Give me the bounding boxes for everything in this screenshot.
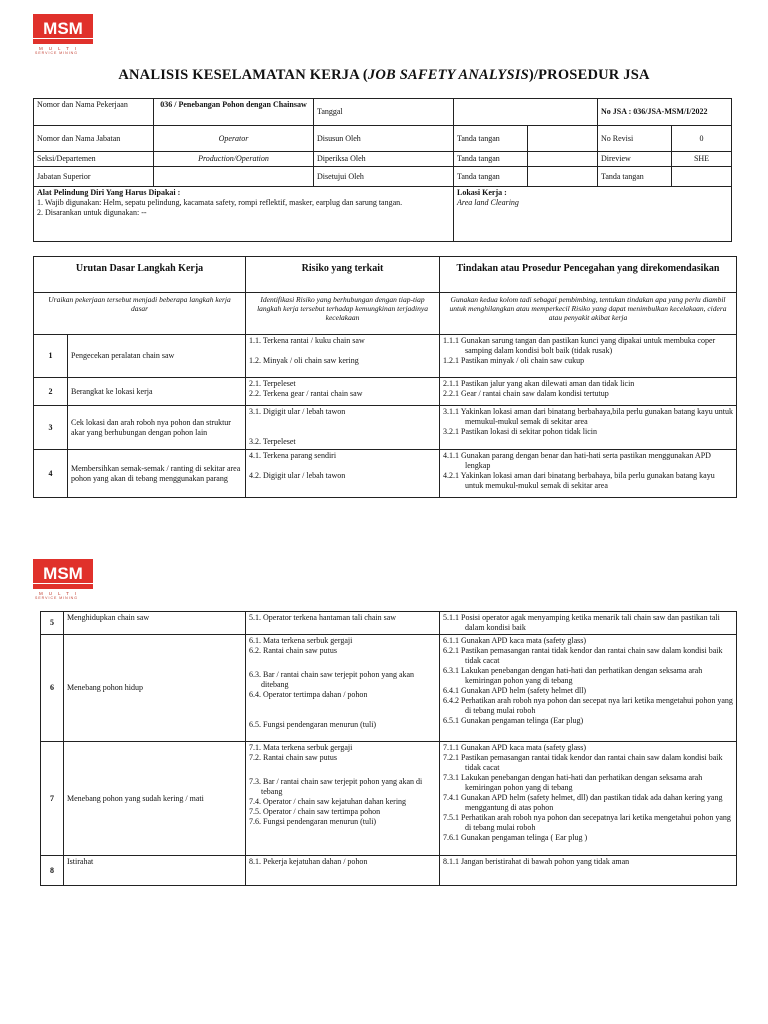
- risk-item: 7.5. Operator / chain saw tertimpa pohon: [249, 807, 381, 816]
- table-row: [41, 742, 737, 856]
- risk-item: 3.2. Terpeleset: [249, 437, 296, 446]
- action-cell: [440, 335, 737, 378]
- step-description: Pengecekan peralatan chain saw: [68, 335, 246, 378]
- action-item: 6.1.1 Gunakan APD kaca mata (safety glass): [443, 636, 587, 645]
- logo-subtitle: MULTI: [39, 46, 83, 51]
- signature-label: Tanda tangan: [454, 126, 528, 152]
- table-row: [34, 450, 737, 498]
- action-item: 7.5.1 Perhatikan arah roboh nya pohon dan secepatnya lari ketika mengetahui pohon yang di tebang mulai roboh: [443, 813, 731, 832]
- action-item: 6.4.2 Perhatikan arah roboh nya pohon dan secepat nya lari ketika mengetahui pohon yang di tebang mulai roboh: [443, 696, 733, 715]
- step-number: 1: [34, 335, 68, 378]
- signature-label: Tanda tangan: [598, 167, 672, 187]
- review-label: Direview: [598, 152, 672, 167]
- risk-item: 2.1. Terpeleset: [249, 379, 296, 388]
- action-item: 5.1.1 Posisi operator agak menyamping ketika menarik tali chain saw dan pastikan tali dalam kondisi baik: [443, 613, 720, 632]
- action-item: 6.5.1 Gunakan pengaman telinga (Ear plug): [443, 716, 584, 725]
- action-item: 3.2.1 Pastikan lokasi di sekitar pohon tidak licin: [443, 427, 597, 436]
- step-description: Cek lokasi dan arah roboh nya pohon dan struktur akar yang berhubungan dengan pohon lain: [68, 406, 246, 450]
- step-number: 8: [41, 856, 64, 886]
- prepared-by-label: Disusun Oleh: [314, 126, 454, 152]
- risk-item: 4.2. Digigit ular / lebah tawon: [249, 471, 346, 480]
- department-label: Seksi/Departemen: [34, 152, 154, 167]
- job-name-value: 036 / Penebangan Pohon dengan Chainsaw: [154, 99, 314, 126]
- step-description: Menebang pohon yang sudah kering / mati: [64, 742, 246, 856]
- revision-value: 0: [672, 126, 732, 152]
- risk-item: 7.6. Fungsi pendengaran menurun (tuli): [249, 817, 377, 826]
- action-item: 1.1.1 Gunakan sarung tangan dan pastikan kunci yang dipakai untuk membuka coper samping dalam kondisi bolt baik (tidak rusak): [443, 336, 716, 355]
- jsa-table-page-1: [33, 256, 737, 498]
- risk-item: 7.2. Rantai chain saw putus: [249, 753, 337, 762]
- job-name-label: Nomor dan Nama Pekerjaan: [34, 99, 154, 126]
- risk-cell: [246, 742, 440, 856]
- ppe-section: [34, 187, 454, 242]
- logo-text: MSM: [43, 19, 83, 38]
- risks-guideline: Identifikasi Risiko yang berhubungan dengan tiap-tiap langkah kerja tersebut terhadap kemungkinan terjadinya kecelakaan: [246, 293, 440, 335]
- action-item: 2.2.1 Gear / rantai chain saw dalam kondisi tertutup: [443, 389, 609, 398]
- risk-cell: [246, 856, 440, 886]
- logo-text: MSM: [43, 564, 83, 583]
- action-item: 7.4.1 Gunakan APD helm (safety helmet, dll) dan pastikan tidak ada dahan kering yang menggantung di atas pohon: [443, 793, 723, 812]
- revision-label: No Revisi: [598, 126, 672, 152]
- action-cell: [440, 856, 737, 886]
- risk-item: 7.4. Operator / chain saw kejatuhan dahan kering: [249, 797, 407, 806]
- table-row: [41, 612, 737, 635]
- header-risks: Risiko yang terkait: [246, 257, 440, 293]
- signature-label: Tanda tangan: [454, 167, 528, 187]
- table-row: [41, 856, 737, 886]
- steps-guideline: Uraikan pekerjaan tersebut menjadi beberapa langkah kerja dasar: [34, 293, 246, 335]
- step-description: Membersihkan semak-semak / ranting di sekitar area pohon yang akan di tebang menggunakan parang: [68, 450, 246, 498]
- superior-value: [154, 167, 314, 187]
- logo-tagline: SERVICE MINING: [35, 596, 78, 600]
- risk-item: 7.1. Mata terkena serbuk gergaji: [249, 743, 353, 752]
- position-value: Operator: [154, 126, 314, 152]
- action-item: 1.2.1 Pastikan minyak / oli chain saw cukup: [443, 356, 585, 365]
- company-logo: [33, 14, 93, 55]
- logo-subtitle: MULTI: [39, 591, 83, 596]
- table-row: [34, 406, 737, 450]
- table-row: [34, 335, 737, 378]
- risk-item: 6.4. Operator tertimpa dahan / pohon: [249, 690, 368, 699]
- work-location-section: [454, 187, 732, 242]
- action-item: 8.1.1 Jangan beristirahat di bawah pohon yang tidak aman: [443, 857, 630, 866]
- risk-cell: [246, 406, 440, 450]
- risk-item: 4.1. Terkena parang sendiri: [249, 451, 337, 460]
- info-table: [33, 98, 732, 242]
- action-item: 7.1.1 Gunakan APD kaca mata (safety glass): [443, 743, 587, 752]
- action-item: 3.1.1 Yakinkan lokasi aman dari binatang berbahaya,bila perlu gunakan batang kayu untuk memukul-mukul semak di sekitar area: [443, 407, 733, 426]
- risk-cell: [246, 450, 440, 498]
- risk-item: 1.2. Minyak / oli chain saw kering: [249, 356, 359, 365]
- action-cell: [440, 612, 737, 635]
- table-row: [34, 378, 737, 406]
- action-item: 7.3.1 Lakukan penebangan dengan hati-hati dan perhatikan dengan seksama arah kemiringan pohon yang di tebang: [443, 773, 703, 792]
- step-number: 7: [41, 742, 64, 856]
- jsa-table-page-2: [40, 611, 737, 886]
- signature-cell: [528, 126, 598, 152]
- work-location-heading: Lokasi Kerja :: [457, 188, 507, 197]
- action-item: 6.4.1 Gunakan APD helm (safety helmet dll): [443, 686, 587, 695]
- step-number: 5: [41, 612, 64, 635]
- step-description: Istirahat: [64, 856, 246, 886]
- superior-label: Jabatan Superior: [34, 167, 154, 187]
- action-item: 2.1.1 Pastikan jalur yang akan dilewati aman dan tidak licin: [443, 379, 635, 388]
- risk-item: 6.2. Rantai chain saw putus: [249, 646, 337, 655]
- checked-by-label: Diperiksa Oleh: [314, 152, 454, 167]
- step-number: 2: [34, 378, 68, 406]
- risk-cell: [246, 612, 440, 635]
- action-cell: [440, 635, 737, 742]
- approved-by-label: Disetujui Oleh: [314, 167, 454, 187]
- action-item: 6.2.1 Pastikan pemasangan rantai tidak kendor dan rantai chain saw dalam kondisi baik tidak cacat: [443, 646, 723, 665]
- risk-cell: [246, 635, 440, 742]
- step-description: Menebang pohon hidup: [64, 635, 246, 742]
- ppe-recommended: 2. Disarankan untuk digunakan: --: [37, 208, 147, 217]
- review-value: SHE: [672, 152, 732, 167]
- risk-item: 6.5. Fungsi pendengaran menurun (tuli): [249, 720, 377, 729]
- risk-item: 2.2. Terkena gear / rantai chain saw: [249, 389, 363, 398]
- risk-item: 1.1. Terkena rantai / kuku chain saw: [249, 336, 365, 345]
- risk-item: 6.3. Bar / rantai chain saw terjepit pohon yang akan ditebang: [249, 670, 415, 689]
- logo-tagline: SERVICE MINING: [35, 51, 78, 55]
- department-value: Production/Operation: [154, 152, 314, 167]
- header-actions: Tindakan atau Prosedur Pencegahan yang direkomendasikan: [440, 257, 737, 293]
- action-cell: [440, 406, 737, 450]
- table-row: [41, 635, 737, 742]
- work-location-value: Area land Clearing: [457, 198, 519, 207]
- risk-item: 5.1. Operator terkena hantaman tali chain saw: [249, 613, 397, 622]
- step-description: Berangkat ke lokasi kerja: [68, 378, 246, 406]
- action-item: 4.2.1 Yakinkan lokasi aman dari binatang berbahaya, bila perlu gunakan batang kayu untuk memukul-mukul semak di sekitar area: [443, 471, 715, 490]
- action-item: 7.6.1 Gunakan pengaman telinga ( Ear plug ): [443, 833, 588, 842]
- date-value: [454, 99, 598, 126]
- signature-cell: [672, 167, 732, 187]
- signature-cell: [528, 167, 598, 187]
- risk-item: 6.1. Mata terkena serbuk gergaji: [249, 636, 353, 645]
- actions-guideline: Gunakan kedua kolom tadi sebagai pembimbing, tentukan tindakan apa yang perlu diambil untuk menghilangkan atau memperkecil Risiko yang dapat menimbulkan kecelakaan, cidera atau penyakit akibat kerja: [440, 293, 737, 335]
- document-title: ANALISIS KESELAMATAN KERJA (JOB SAFETY ANALYSIS)/PROSEDUR JSA: [118, 67, 650, 83]
- header-steps: Urutan Dasar Langkah Kerja: [34, 257, 246, 293]
- ppe-heading: Alat Pelindung Diri Yang Harus Dipakai :: [37, 188, 181, 197]
- step-number: 6: [41, 635, 64, 742]
- company-logo: [33, 559, 93, 600]
- signature-cell: [528, 152, 598, 167]
- action-item: 6.3.1 Lakukan penebangan dengan hati-hati dan perhatikan dengan seksama arah kemiringan pohon yang di tebang: [443, 666, 703, 685]
- jsa-number: No JSA : 036/JSA-MSM/I/2022: [598, 99, 732, 126]
- action-cell: [440, 378, 737, 406]
- date-label: Tanggal: [314, 99, 454, 126]
- step-number: 3: [34, 406, 68, 450]
- step-description: Menghidupkan chain saw: [64, 612, 246, 635]
- step-number: 4: [34, 450, 68, 498]
- position-label: Nomor dan Nama Jabatan: [34, 126, 154, 152]
- risk-item: 7.3. Bar / rantai chain saw terjepit pohon yang akan di tebang: [249, 777, 423, 796]
- risk-item: 3.1. Digigit ular / lebah tawon: [249, 407, 346, 416]
- risk-item: 8.1. Pekerja kejatuhan dahan / pohon: [249, 857, 368, 866]
- action-item: 4.1.1 Gunakan parang dengan benar dan hati-hati serta pastikan menggunakan APD lengkap: [443, 451, 711, 470]
- signature-label: Tanda tangan: [454, 152, 528, 167]
- action-cell: [440, 742, 737, 856]
- ppe-mandatory: 1. Wajib digunakan: Helm, sepatu pelindung, kacamata safety, rompi reflektif, masker, earplug dan sarung tangan.: [37, 198, 403, 207]
- risk-cell: [246, 335, 440, 378]
- risk-cell: [246, 378, 440, 406]
- action-item: 7.2.1 Pastikan pemasangan rantai tidak kendor dan rantai chain saw dalam kondisi baik tidak cacat: [443, 753, 723, 772]
- action-cell: [440, 450, 737, 498]
